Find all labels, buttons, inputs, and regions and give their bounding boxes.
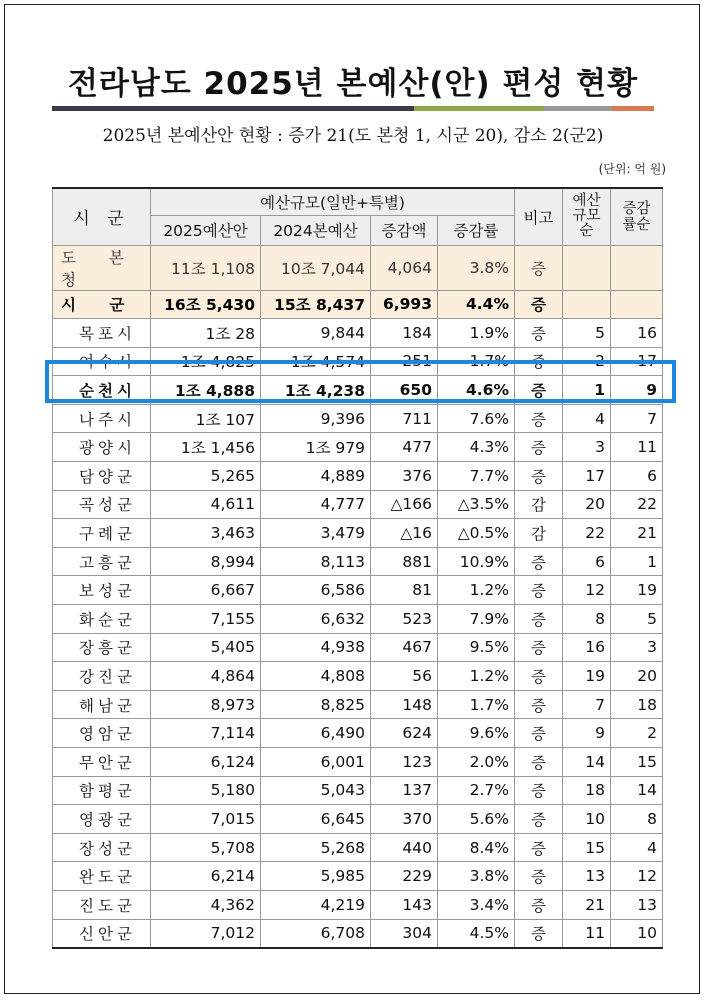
cell-budget-2024: 4,938	[261, 633, 371, 662]
cell-rank-rate: 11	[611, 433, 663, 462]
cell-change-rate: 9.6%	[438, 719, 515, 748]
table-row	[53, 576, 663, 605]
cell-change-rate: 1.2%	[438, 576, 515, 605]
cell-budget-2025: 11조 1,108	[151, 245, 261, 290]
cell-change-amount: 624	[371, 719, 438, 748]
header-budget-2025: 2025예산안	[151, 215, 261, 245]
cell-note: 증	[515, 833, 563, 862]
cell-rank-size: 15	[563, 833, 611, 862]
cell-change-amount: 440	[371, 833, 438, 862]
cell-change-amount: 56	[371, 662, 438, 691]
cell-budget-2024: 9,396	[261, 404, 371, 433]
cell-rank-size: 6	[563, 547, 611, 576]
table-row	[53, 245, 663, 290]
table-row	[53, 690, 663, 719]
cell-change-rate: 1.7%	[438, 690, 515, 719]
cell-budget-2024: 1조 4,238	[261, 376, 371, 405]
cell-note: 증	[515, 376, 563, 405]
cell-change-amount: 881	[371, 547, 438, 576]
cell-note: 증	[515, 576, 563, 605]
cell-note: 증	[515, 776, 563, 805]
table-row	[53, 919, 663, 948]
table-row	[53, 605, 663, 634]
table-row	[53, 290, 663, 319]
cell-rank-size	[563, 290, 611, 319]
cell-rank-rate: 19	[611, 576, 663, 605]
cell-budget-2024: 6,490	[261, 719, 371, 748]
cell-change-rate: 4.3%	[438, 433, 515, 462]
cell-budget-2024: 1조 979	[261, 433, 371, 462]
cell-budget-2025: 4,611	[151, 490, 261, 519]
cell-change-amount: 81	[371, 576, 438, 605]
table-row	[53, 462, 663, 491]
budget-table	[52, 187, 663, 949]
cell-rank-size: 19	[563, 662, 611, 691]
cell-change-amount: 148	[371, 690, 438, 719]
cell-name: 순천시	[53, 376, 151, 405]
cell-change-rate: 8.4%	[438, 833, 515, 862]
page-title: 전라남도 2025년 본예산(안) 편성 현황	[67, 66, 639, 102]
header-change-rate: 증감률	[438, 215, 515, 245]
cell-change-rate: 3.4%	[438, 890, 515, 919]
cell-budget-2024: 6,001	[261, 748, 371, 777]
cell-budget-2025: 7,012	[151, 919, 261, 948]
cell-rank-size: 1	[563, 376, 611, 405]
cell-name: 구례군	[53, 519, 151, 548]
cell-rank-size: 17	[563, 462, 611, 491]
cell-name: 시 군	[53, 290, 151, 319]
cell-change-rate: 9.5%	[438, 633, 515, 662]
cell-change-rate: 3.8%	[438, 245, 515, 290]
cell-budget-2025: 7,155	[151, 605, 261, 634]
cell-rank-rate: 8	[611, 805, 663, 834]
cell-budget-2024: 8,825	[261, 690, 371, 719]
cell-rank-rate: 12	[611, 862, 663, 891]
cell-change-rate: △3.5%	[438, 490, 515, 519]
cell-note: 증	[515, 862, 563, 891]
table-row	[53, 662, 663, 691]
cell-budget-2024: 9,844	[261, 319, 371, 348]
header-rank-size: 예산 규모 순	[563, 188, 611, 245]
header-budget-2024: 2024본예산	[261, 215, 371, 245]
cell-budget-2024: 6,632	[261, 605, 371, 634]
cell-name: 곡성군	[53, 490, 151, 519]
cell-rank-size: 4	[563, 404, 611, 433]
cell-name: 영암군	[53, 719, 151, 748]
cell-note: 증	[515, 547, 563, 576]
cell-change-rate: 5.6%	[438, 805, 515, 834]
cell-change-amount: 229	[371, 862, 438, 891]
cell-rank-size: 22	[563, 519, 611, 548]
cell-rank-size: 10	[563, 805, 611, 834]
cell-note: 증	[515, 433, 563, 462]
cell-note: 증	[515, 462, 563, 491]
cell-rank-size: 3	[563, 433, 611, 462]
header-change-amount: 증감액	[371, 215, 438, 245]
cell-budget-2025: 1조 4,888	[151, 376, 261, 405]
cell-change-rate: △0.5%	[438, 519, 515, 548]
highlight-box-suncheon	[45, 360, 676, 403]
cell-change-amount: 184	[371, 319, 438, 348]
cell-budget-2025: 8,994	[151, 547, 261, 576]
cell-budget-2025: 8,973	[151, 690, 261, 719]
cell-change-rate: 7.9%	[438, 605, 515, 634]
cell-note: 증	[515, 662, 563, 691]
cell-change-rate: 7.7%	[438, 462, 515, 491]
cell-note: 증	[515, 748, 563, 777]
cell-change-rate: 2.0%	[438, 748, 515, 777]
cell-budget-2025: 3,463	[151, 519, 261, 548]
cell-rank-size: 8	[563, 605, 611, 634]
cell-note: 증	[515, 347, 563, 376]
cell-change-rate: 2.7%	[438, 776, 515, 805]
cell-name: 영광군	[53, 805, 151, 834]
cell-rank-rate: 4	[611, 833, 663, 862]
cell-budget-2025: 7,015	[151, 805, 261, 834]
header-row-1	[53, 188, 663, 215]
title-underline-gray	[544, 106, 612, 111]
table-body	[53, 245, 663, 948]
table-row	[53, 319, 663, 348]
cell-budget-2025: 1조 4,825	[151, 347, 261, 376]
cell-note: 증	[515, 245, 563, 290]
cell-note: 증	[515, 290, 563, 319]
table-row	[53, 490, 663, 519]
cell-name: 보성군	[53, 576, 151, 605]
cell-rank-rate	[611, 290, 663, 319]
cell-change-amount: △16	[371, 519, 438, 548]
cell-rank-rate: 1	[611, 547, 663, 576]
cell-rank-rate: 2	[611, 719, 663, 748]
table-row	[53, 404, 663, 433]
cell-name: 완도군	[53, 862, 151, 891]
cell-note: 증	[515, 890, 563, 919]
cell-rank-size: 9	[563, 719, 611, 748]
cell-rank-size: 21	[563, 890, 611, 919]
cell-rank-rate: 6	[611, 462, 663, 491]
cell-note: 증	[515, 919, 563, 948]
cell-budget-2025: 6,124	[151, 748, 261, 777]
cell-change-amount: 123	[371, 748, 438, 777]
cell-rank-rate: 10	[611, 919, 663, 948]
cell-rank-rate: 15	[611, 748, 663, 777]
cell-budget-2024: 6,708	[261, 919, 371, 948]
table-row	[53, 633, 663, 662]
unit-label: (단위: 억 원)	[598, 162, 666, 176]
cell-budget-2024: 4,777	[261, 490, 371, 519]
cell-name: 담양군	[53, 462, 151, 491]
table-row	[53, 805, 663, 834]
cell-change-amount: △166	[371, 490, 438, 519]
cell-budget-2024: 4,889	[261, 462, 371, 491]
header-sigun: 시 군	[53, 188, 151, 245]
cell-rank-size: 14	[563, 748, 611, 777]
header-rank-rate: 증감 률순	[611, 188, 663, 245]
cell-budget-2025: 5,708	[151, 833, 261, 862]
cell-rank-size: 13	[563, 862, 611, 891]
table-row	[53, 890, 663, 919]
cell-change-amount: 523	[371, 605, 438, 634]
cell-rank-size: 18	[563, 776, 611, 805]
cell-budget-2024: 6,645	[261, 805, 371, 834]
cell-budget-2024: 15조 8,437	[261, 290, 371, 319]
cell-note: 감	[515, 490, 563, 519]
cell-name: 나주시	[53, 404, 151, 433]
table-row	[53, 433, 663, 462]
cell-rank-size: 7	[563, 690, 611, 719]
cell-name: 신안군	[53, 919, 151, 948]
cell-name: 강진군	[53, 662, 151, 691]
cell-change-rate: 10.9%	[438, 547, 515, 576]
cell-change-rate: 4.6%	[438, 376, 515, 405]
table-row	[53, 719, 663, 748]
cell-change-amount: 251	[371, 347, 438, 376]
cell-name: 광양시	[53, 433, 151, 462]
cell-budget-2025: 16조 5,430	[151, 290, 261, 319]
cell-rank-size: 12	[563, 576, 611, 605]
cell-change-amount: 4,064	[371, 245, 438, 290]
cell-rank-rate: 9	[611, 376, 663, 405]
cell-budget-2025: 5,265	[151, 462, 261, 491]
cell-change-rate: 1.2%	[438, 662, 515, 691]
cell-change-amount: 137	[371, 776, 438, 805]
cell-change-rate: 7.6%	[438, 404, 515, 433]
cell-rank-rate: 18	[611, 690, 663, 719]
cell-change-amount: 304	[371, 919, 438, 948]
cell-note: 감	[515, 519, 563, 548]
cell-change-rate: 4.4%	[438, 290, 515, 319]
header-budget-group: 예산규모(일반+특별)	[151, 188, 515, 215]
cell-rank-rate: 14	[611, 776, 663, 805]
cell-note: 증	[515, 719, 563, 748]
cell-budget-2025: 5,180	[151, 776, 261, 805]
cell-note: 증	[515, 404, 563, 433]
cell-budget-2024: 1조 4,574	[261, 347, 371, 376]
cell-budget-2024: 3,479	[261, 519, 371, 548]
cell-change-amount: 6,993	[371, 290, 438, 319]
cell-budget-2024: 5,985	[261, 862, 371, 891]
cell-name: 화순군	[53, 605, 151, 634]
cell-budget-2025: 6,214	[151, 862, 261, 891]
table-row	[53, 862, 663, 891]
cell-note: 증	[515, 319, 563, 348]
cell-rank-rate: 22	[611, 490, 663, 519]
cell-rank-rate: 13	[611, 890, 663, 919]
cell-name: 목포시	[53, 319, 151, 348]
cell-change-amount: 711	[371, 404, 438, 433]
cell-budget-2024: 10조 7,044	[261, 245, 371, 290]
cell-note: 증	[515, 690, 563, 719]
table-row	[53, 776, 663, 805]
cell-name: 진도군	[53, 890, 151, 919]
cell-rank-rate: 20	[611, 662, 663, 691]
cell-change-amount: 376	[371, 462, 438, 491]
cell-rank-rate: 3	[611, 633, 663, 662]
cell-budget-2025: 5,405	[151, 633, 261, 662]
cell-rank-rate: 7	[611, 404, 663, 433]
cell-name: 장성군	[53, 833, 151, 862]
cell-name: 해남군	[53, 690, 151, 719]
cell-note: 증	[515, 805, 563, 834]
cell-name: 도 본 청	[53, 245, 151, 290]
cell-budget-2025: 4,362	[151, 890, 261, 919]
cell-budget-2025: 4,864	[151, 662, 261, 691]
cell-budget-2025: 1조 28	[151, 319, 261, 348]
cell-rank-rate: 16	[611, 319, 663, 348]
cell-rank-size	[563, 245, 611, 290]
table-row	[53, 547, 663, 576]
cell-name: 함평군	[53, 776, 151, 805]
cell-budget-2024: 5,043	[261, 776, 371, 805]
cell-budget-2025: 7,114	[151, 719, 261, 748]
cell-change-rate: 3.8%	[438, 862, 515, 891]
cell-name: 여수시	[53, 347, 151, 376]
cell-change-amount: 477	[371, 433, 438, 462]
cell-name: 고흥군	[53, 547, 151, 576]
cell-rank-rate: 17	[611, 347, 663, 376]
cell-budget-2024: 8,113	[261, 547, 371, 576]
cell-change-rate: 1.9%	[438, 319, 515, 348]
subtitle: 2025년 본예산안 현황 : 증가 21(도 본청 1, 시군 20), 감소 2(군2)	[102, 126, 604, 146]
cell-budget-2024: 4,808	[261, 662, 371, 691]
cell-change-amount: 650	[371, 376, 438, 405]
header-note: 비고	[515, 188, 563, 245]
cell-change-rate: 4.5%	[438, 919, 515, 948]
cell-rank-size: 2	[563, 347, 611, 376]
cell-budget-2025: 1조 1,456	[151, 433, 261, 462]
cell-note: 증	[515, 605, 563, 634]
title-underline-orange	[612, 106, 654, 111]
cell-rank-size: 16	[563, 633, 611, 662]
table-row	[53, 833, 663, 862]
cell-name: 장흥군	[53, 633, 151, 662]
cell-rank-size: 5	[563, 319, 611, 348]
cell-rank-size: 20	[563, 490, 611, 519]
cell-change-rate: 1.7%	[438, 347, 515, 376]
table-row	[53, 748, 663, 777]
cell-rank-rate: 5	[611, 605, 663, 634]
cell-budget-2024: 6,586	[261, 576, 371, 605]
title-underline-green	[414, 106, 544, 111]
cell-change-amount: 143	[371, 890, 438, 919]
cell-note: 증	[515, 633, 563, 662]
cell-rank-size: 11	[563, 919, 611, 948]
cell-budget-2025: 6,667	[151, 576, 261, 605]
cell-budget-2024: 5,268	[261, 833, 371, 862]
table-row	[53, 519, 663, 548]
cell-rank-rate	[611, 245, 663, 290]
cell-budget-2025: 1조 107	[151, 404, 261, 433]
cell-name: 무안군	[53, 748, 151, 777]
cell-budget-2024: 4,219	[261, 890, 371, 919]
cell-change-amount: 467	[371, 633, 438, 662]
cell-change-amount: 370	[371, 805, 438, 834]
cell-rank-rate: 21	[611, 519, 663, 548]
title-underline-dark	[52, 106, 414, 111]
